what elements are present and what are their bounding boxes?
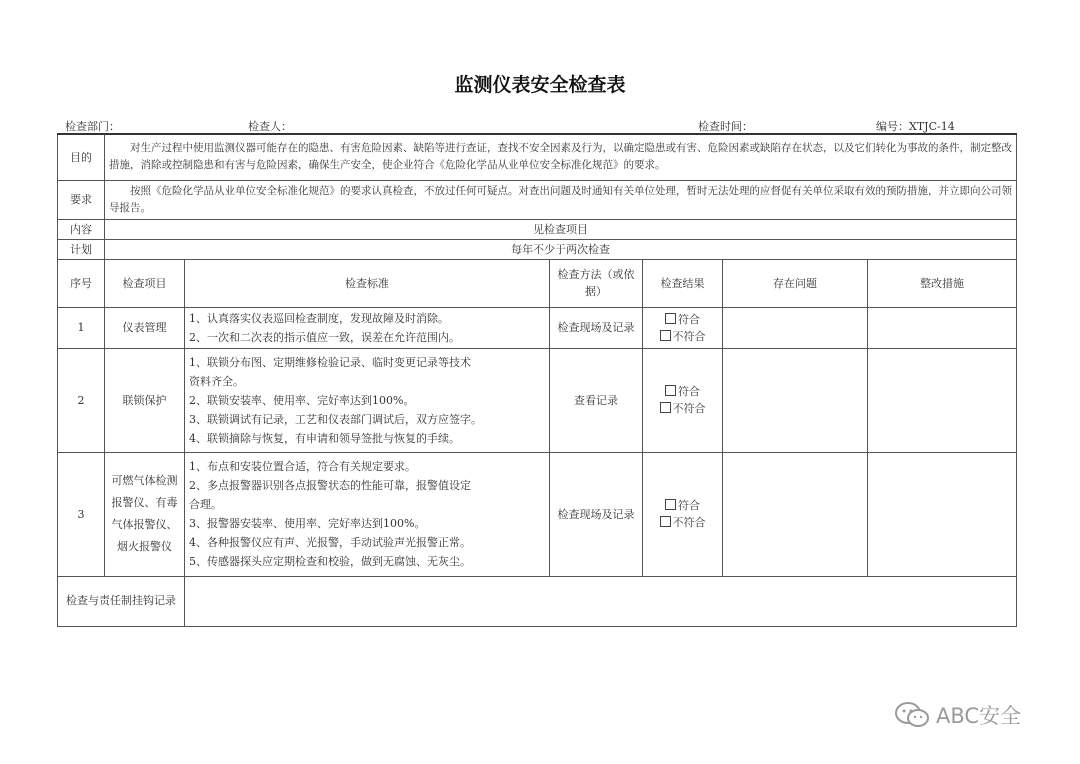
header-measure: 整改措施: [868, 259, 1017, 307]
pass-checkbox[interactable]: [665, 499, 676, 510]
meta-time-label: 检查时间：: [698, 120, 753, 133]
requirement-label: 要求: [58, 180, 105, 219]
header-issue: 存在问题: [723, 259, 868, 307]
row-result: [643, 307, 723, 348]
content-label: 内容: [58, 219, 105, 239]
header-row: [58, 259, 1017, 307]
meta-dept-label: 检查部门：: [65, 120, 120, 133]
header-no: 序号: [58, 259, 105, 307]
plan-label: 计划: [58, 239, 105, 259]
row-item: 仪表管理: [105, 307, 185, 348]
row-issue[interactable]: [723, 307, 868, 348]
table-row: [58, 452, 1017, 576]
pass-label: 符合: [678, 499, 700, 512]
standard-line: 5、传感器探头应定期检查和校验，做到无腐蚀、无灰尘。: [189, 555, 471, 568]
meta-number-label: 编号：XTJC-14: [876, 120, 955, 133]
purpose-text: 对生产过程中使用监测仪器可能存在的隐患、有害危险因素、缺陷等进行查证，查找不安全因素及行为，以确定隐患或有害、危险因素或缺陷存在状态，以及它们转化为事故的条件，制定整改措施，消除或控制隐患和有害与危险因素，确保生产安全，使企业符合《危险化学品从业单位安全标准化规范》的要求。: [105, 134, 1017, 180]
watermark-text: ABC安全: [936, 704, 1022, 728]
purpose-label: 目的: [58, 134, 105, 180]
standard-line: 2、联锁安装率、使用率、完好率达到100%。: [189, 393, 415, 407]
standard-line: 合理。: [189, 498, 222, 511]
wechat-icon: [894, 701, 930, 729]
footer-label: 检查与责任制挂钩记录: [58, 576, 185, 626]
requirement-text: 按照《危险化学品从业单位安全标准化规范》的要求认真检查，不放过任何可疑点。对查出问题及时通知有关单位处理，暂时无法处理的应督促有关单位采取有效的预防措施，并立即向公司领导报告。: [105, 180, 1017, 219]
table-row: [58, 307, 1017, 348]
standard-line: 2、多点报警器识别各点报警状态的性能可靠，报警值设定: [189, 479, 471, 492]
row-no: 2: [58, 348, 105, 452]
header-standard: 检查标准: [185, 259, 550, 307]
fail-checkbox[interactable]: [660, 516, 671, 527]
row-standards: [185, 452, 550, 576]
row-no: 3: [58, 452, 105, 576]
pass-label: 符合: [678, 312, 700, 326]
row-measure[interactable]: [868, 452, 1017, 576]
standard-line: 1、认真落实仪表巡回检查制度，发现故障及时消除。: [189, 311, 449, 325]
standard-line: 4、各种报警仪应有声、光报警，手动试验声光报警正常。: [189, 536, 471, 549]
table-row: [58, 348, 1017, 452]
pass-checkbox[interactable]: [665, 313, 676, 324]
row-standards: [185, 348, 550, 452]
footer-row: [58, 576, 1017, 626]
row-measure[interactable]: [868, 307, 1017, 348]
row-result: [643, 348, 723, 452]
row-item: 联锁保护: [105, 348, 185, 452]
standard-line: 1、布点和安装位置合适，符合有关规定要求。: [189, 460, 416, 473]
content-row: [58, 219, 1017, 239]
header-result: 检查结果: [643, 259, 723, 307]
footer-record[interactable]: [185, 576, 1017, 626]
header-method: 检查方法（或依据）: [550, 259, 643, 307]
standard-line: 1、联锁分布图、定期维修检验记录、临时变更记录等技术: [189, 355, 471, 369]
fail-label: 不符合: [672, 516, 706, 529]
row-method: 检查现场及记录: [550, 452, 643, 576]
standard-line: 4、联锁摘除与恢复，有申请和领导签批与恢复的手续。: [189, 431, 460, 445]
purpose-row: [58, 134, 1017, 180]
plan-row: [58, 239, 1017, 259]
fail-label: 不符合: [672, 402, 706, 415]
row-measure[interactable]: [868, 348, 1017, 452]
standard-line: 2、一次和二次表的指示值应一致，误差在允许范围内。: [189, 330, 460, 344]
row-standards: [185, 307, 550, 348]
meta-inspector-label: 检查人：: [248, 120, 292, 133]
row-item: 可燃气体检测报警仪、有毒气体报警仪、烟火报警仪: [105, 452, 185, 576]
header-item: 检查项目: [105, 259, 185, 307]
plan-value: 每年不少于两次检查: [105, 239, 1017, 259]
standard-line: 资料齐全。: [189, 374, 244, 388]
standard-line: 3、报警器安装率、使用率、完好率达到100%。: [189, 517, 426, 530]
page-title: 监测仪表安全检查表: [454, 74, 626, 96]
content-value: 见检查项目: [105, 219, 1017, 239]
watermark: [894, 700, 1021, 730]
fail-checkbox[interactable]: [660, 330, 671, 341]
inspection-table: [57, 133, 1017, 627]
row-issue[interactable]: [723, 452, 868, 576]
fail-checkbox[interactable]: [660, 402, 671, 413]
row-no: 1: [58, 307, 105, 348]
row-method: 检查现场及记录: [550, 307, 643, 348]
fail-label: 不符合: [672, 329, 706, 343]
requirement-row: [58, 180, 1017, 219]
pass-label: 符合: [678, 385, 700, 398]
standard-line: 3、联锁调试有记录，工艺和仪表部门调试后，双方应签字。: [189, 412, 482, 426]
row-method: 查看记录: [550, 348, 643, 452]
row-result: [643, 452, 723, 576]
pass-checkbox[interactable]: [665, 385, 676, 396]
row-issue[interactable]: [723, 348, 868, 452]
